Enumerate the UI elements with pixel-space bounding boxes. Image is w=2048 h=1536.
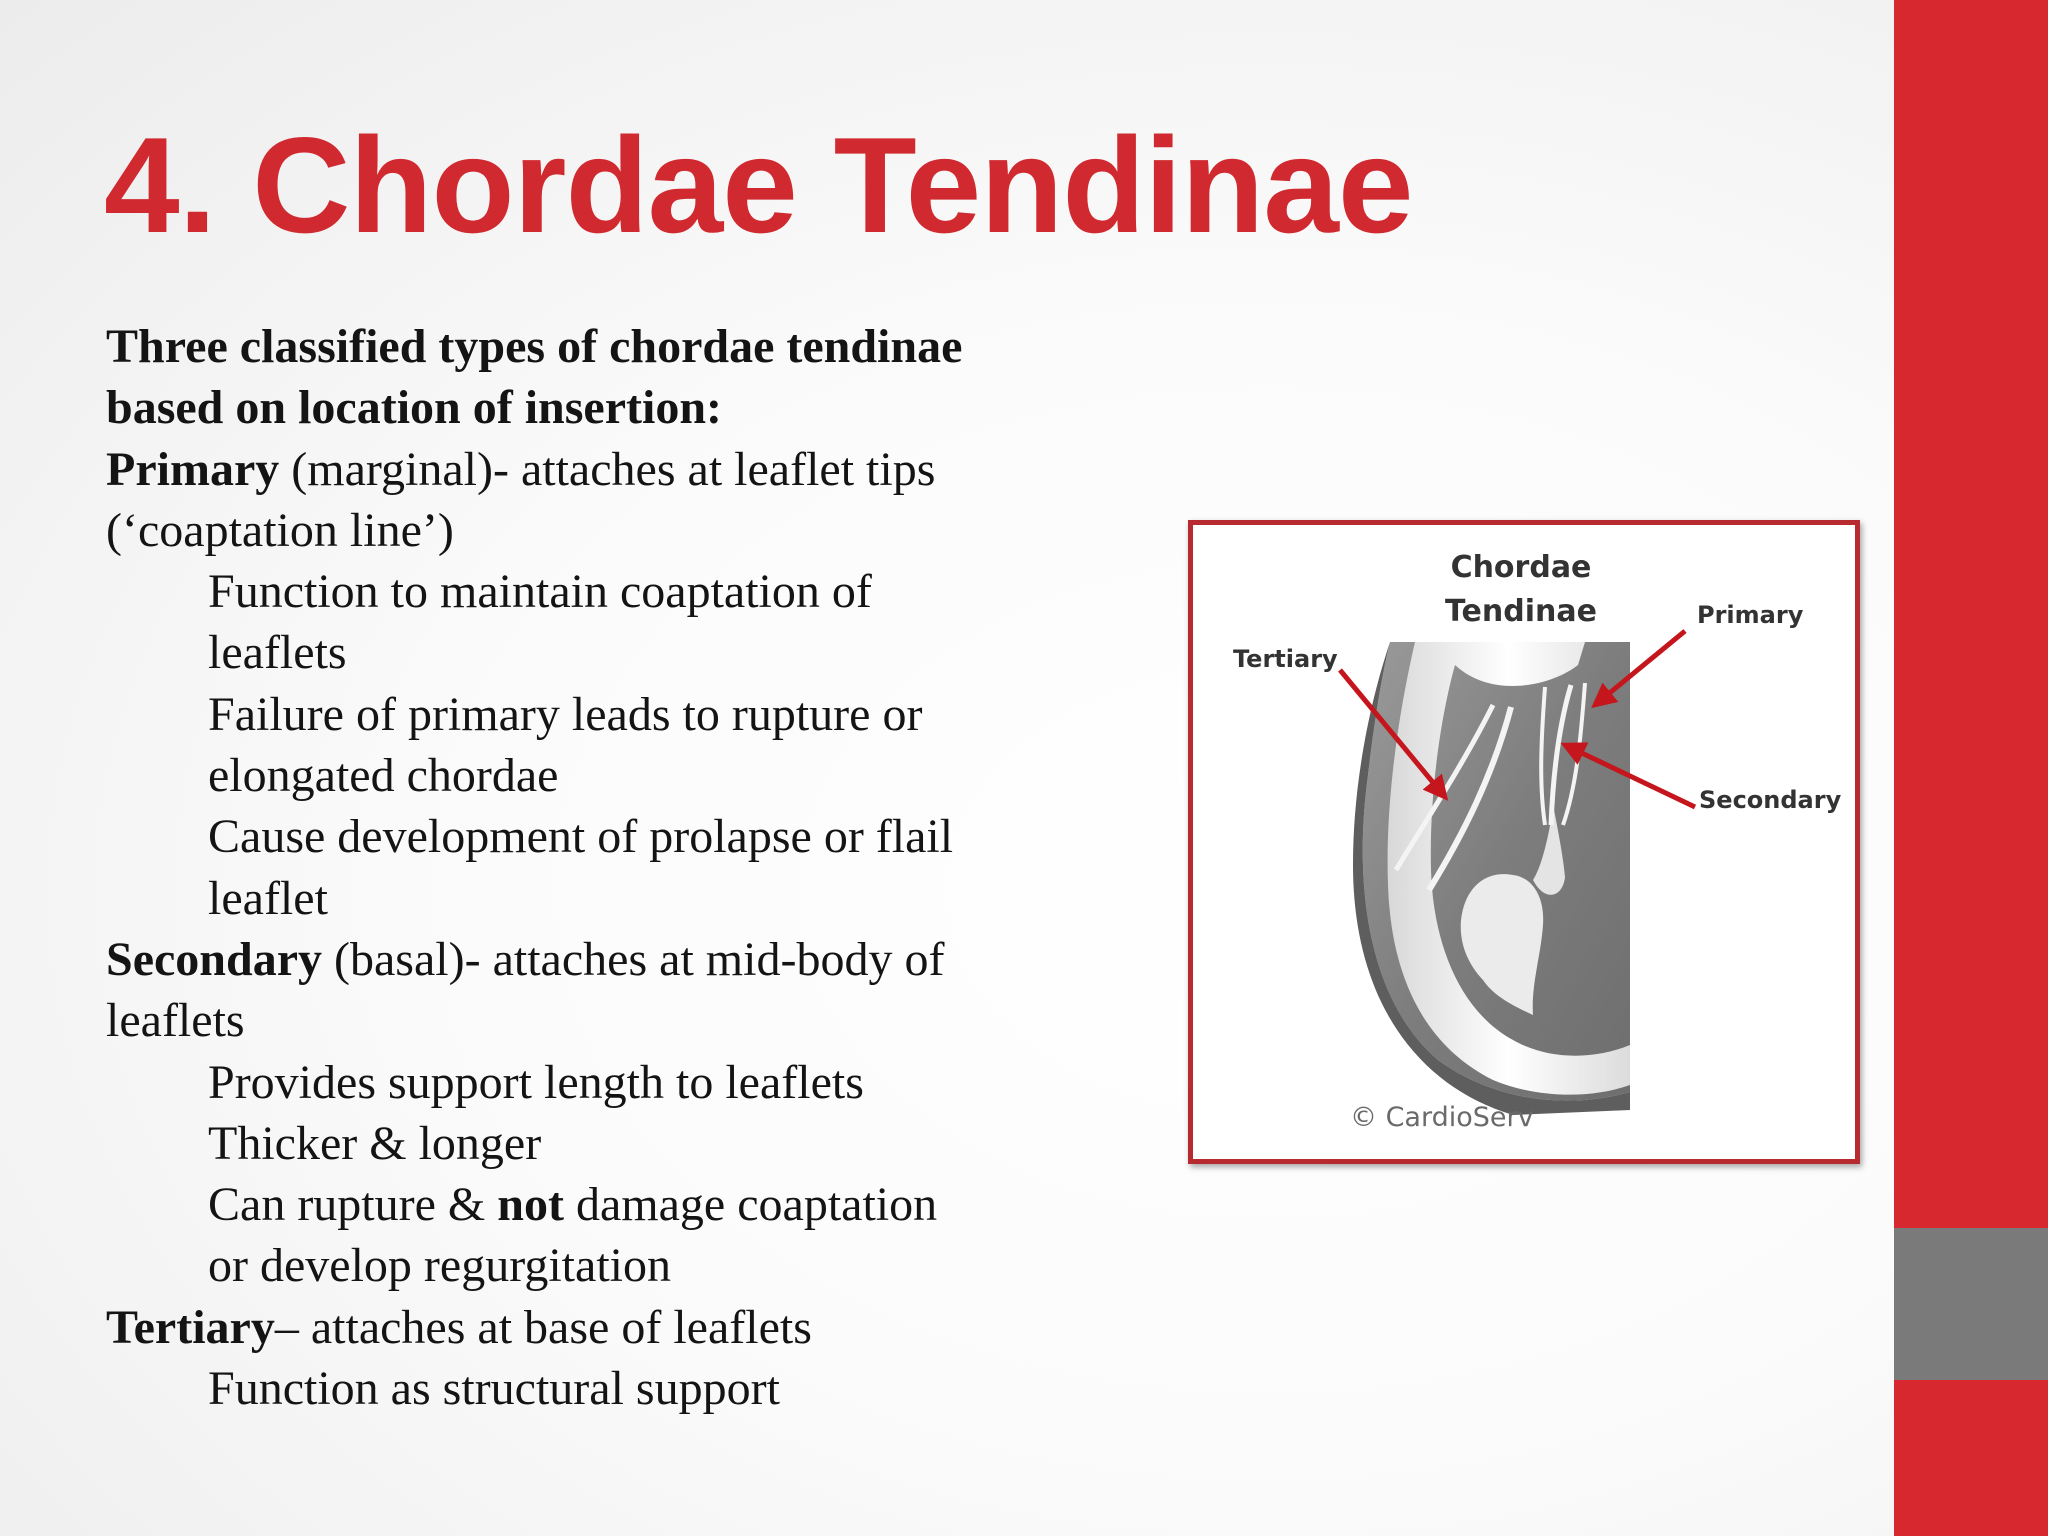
figure-title-line1: Chordae bbox=[1450, 550, 1592, 585]
primary-term: Primary bbox=[106, 442, 280, 496]
primary-definition: Primary (marginal)- attaches at leaflet tips bbox=[106, 442, 936, 496]
primary-point: Failure of primary leads to rupture or bbox=[208, 687, 923, 741]
tertiary-term: Tertiary bbox=[106, 1300, 275, 1354]
secondary-point: Thicker & longer bbox=[208, 1116, 542, 1170]
primary-point: Function to maintain coaptation of bbox=[208, 565, 872, 619]
primary-point-cont: elongated chordae bbox=[208, 749, 559, 803]
tertiary-definition: Tertiary– attaches at base of leaflets bbox=[106, 1300, 812, 1354]
secondary-point-cont: or develop regurgitation bbox=[208, 1239, 671, 1293]
body-text bbox=[106, 316, 1104, 1419]
secondary-point: Can rupture & not damage coaptation bbox=[208, 1178, 938, 1232]
label-tertiary: Tertiary bbox=[1233, 645, 1338, 673]
emphasis-not: not bbox=[497, 1178, 564, 1232]
tertiary-point: Function as structural support bbox=[208, 1362, 780, 1416]
figure-title-line2: Tendinae bbox=[1445, 594, 1597, 629]
heart-illustration bbox=[1193, 525, 1855, 1159]
chordae-diagram-figure bbox=[1188, 520, 1860, 1164]
slide-title: 4. Chordae Tendinae bbox=[104, 109, 1413, 261]
sidebar-red-bottom bbox=[1894, 1380, 2048, 1536]
intro-line: based on location of insertion: bbox=[106, 381, 723, 435]
secondary-definition-cont: leaflets bbox=[106, 994, 245, 1048]
secondary-definition: Secondary (basal)- attaches at mid-body of bbox=[106, 932, 945, 986]
copyright-notice: © CardioServ bbox=[1350, 1102, 1534, 1133]
secondary-term: Secondary bbox=[106, 932, 322, 986]
label-primary: Primary bbox=[1697, 601, 1804, 629]
primary-point-cont: leaflets bbox=[208, 626, 347, 680]
label-secondary: Secondary bbox=[1699, 786, 1842, 814]
primary-point-cont: leaflet bbox=[208, 871, 328, 925]
primary-point: Cause development of prolapse or flail bbox=[208, 810, 954, 864]
primary-definition-cont: (‘coaptation line’) bbox=[106, 503, 454, 557]
sidebar-red-top bbox=[1894, 0, 2048, 1228]
secondary-point: Provides support length to leaflets bbox=[208, 1055, 864, 1109]
intro-line: Three classified types of chordae tendinae bbox=[106, 320, 963, 373]
sidebar-gray-band bbox=[1894, 1228, 2048, 1380]
